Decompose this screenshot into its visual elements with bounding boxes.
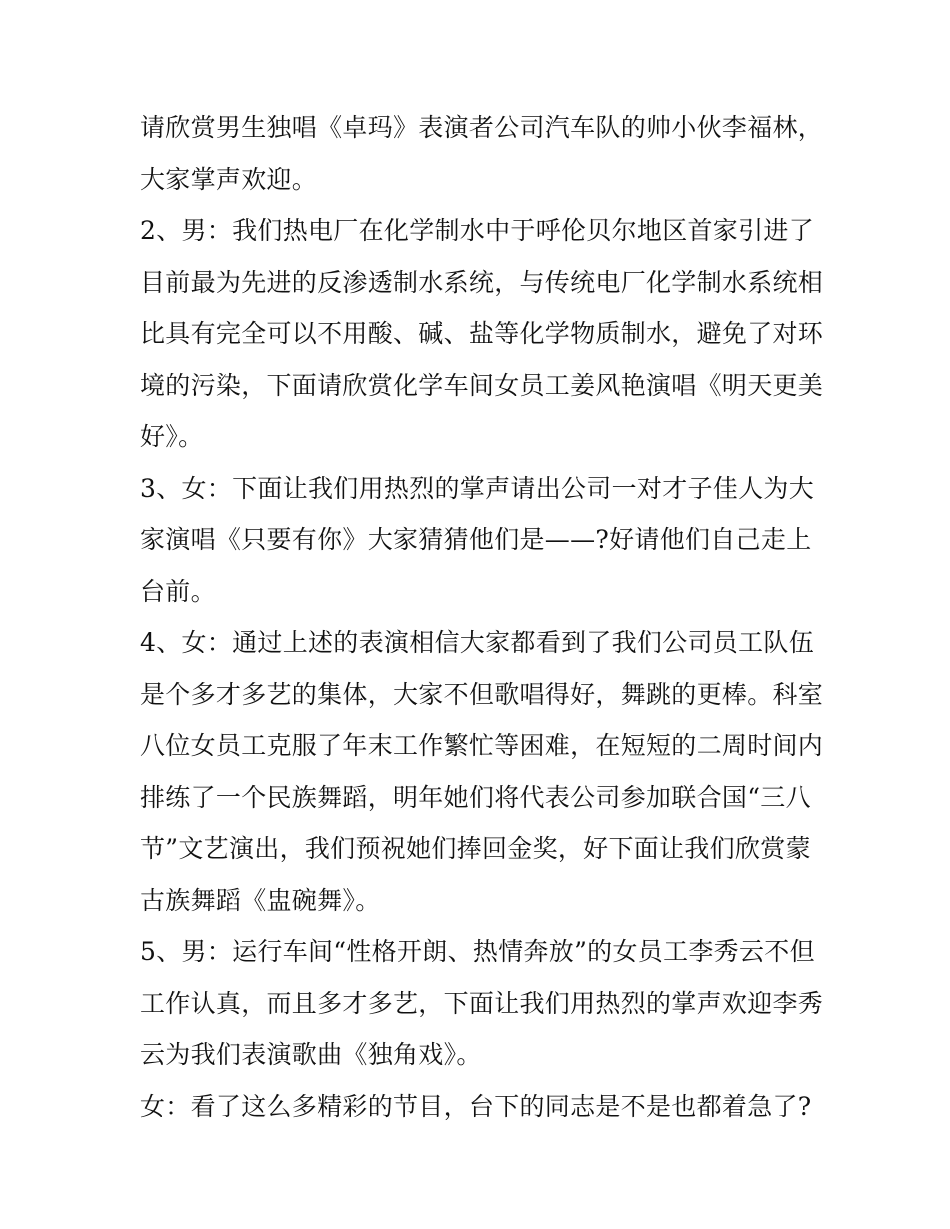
- text-line: 节”文艺演出，我们预祝她们捧回金奖，好下面让我们欣赏蒙: [140, 834, 811, 863]
- text-line: 5、男：运行车间“性格开朗、热情奔放”的女员工李秀云不但: [140, 937, 815, 966]
- text-line: 境的污染，下面请欣赏化学车间女员工姜风艳演唱《明天更美: [140, 370, 824, 400]
- text-line: 目前最为先进的反渗透制水系统，与传统电厂化学制水系统相: [140, 267, 824, 297]
- text-line: 工作认真，而且多才多艺，下面让我们用热烈的掌声欢迎李秀: [140, 988, 824, 1018]
- text-line: 2、男：我们热电厂在化学制水中于呼伦贝尔地区首家引进了: [140, 216, 815, 245]
- text-line: 请欣赏男生独唱《卓玛》表演者公司汽车队的帅小伙李福林，: [140, 113, 824, 142]
- text-line: 八位女员工克服了年末工作繁忙等困难，在短短的二周时间内: [140, 731, 824, 760]
- text-line: 女：看了这么多精彩的节目，台下的同志是不是也都着急了?: [140, 1091, 812, 1121]
- text-line: 比具有完全可以不用酸、碱、盐等化学物质制水，避免了对环: [140, 319, 824, 348]
- text-line: 家演唱《只要有你》大家猜猜他们是——?好请他们自己走上: [140, 525, 812, 554]
- text-line: 排练了一个民族舞蹈，明年她们将代表公司参加联合国“三八: [140, 782, 811, 812]
- text-line: 是个多才多艺的集体，大家不但歌唱得好，舞跳的更棒。科室: [140, 679, 824, 709]
- text-line: 4、女：通过上述的表演相信大家都看到了我们公司员工队伍: [140, 628, 815, 657]
- text-line: 云为我们表演歌曲《独角戏》。: [140, 1040, 482, 1069]
- text-line: 古族舞蹈《盅碗舞》。: [140, 885, 381, 915]
- text-line: 大家掌声欢迎。: [140, 164, 318, 194]
- text-line: 好》。: [140, 422, 204, 451]
- document-body: [140, 102, 824, 1132]
- text-line: 3、女：下面让我们用热烈的掌声请出公司一对才子佳人为大: [140, 473, 815, 503]
- text-line: 台前。: [140, 576, 216, 606]
